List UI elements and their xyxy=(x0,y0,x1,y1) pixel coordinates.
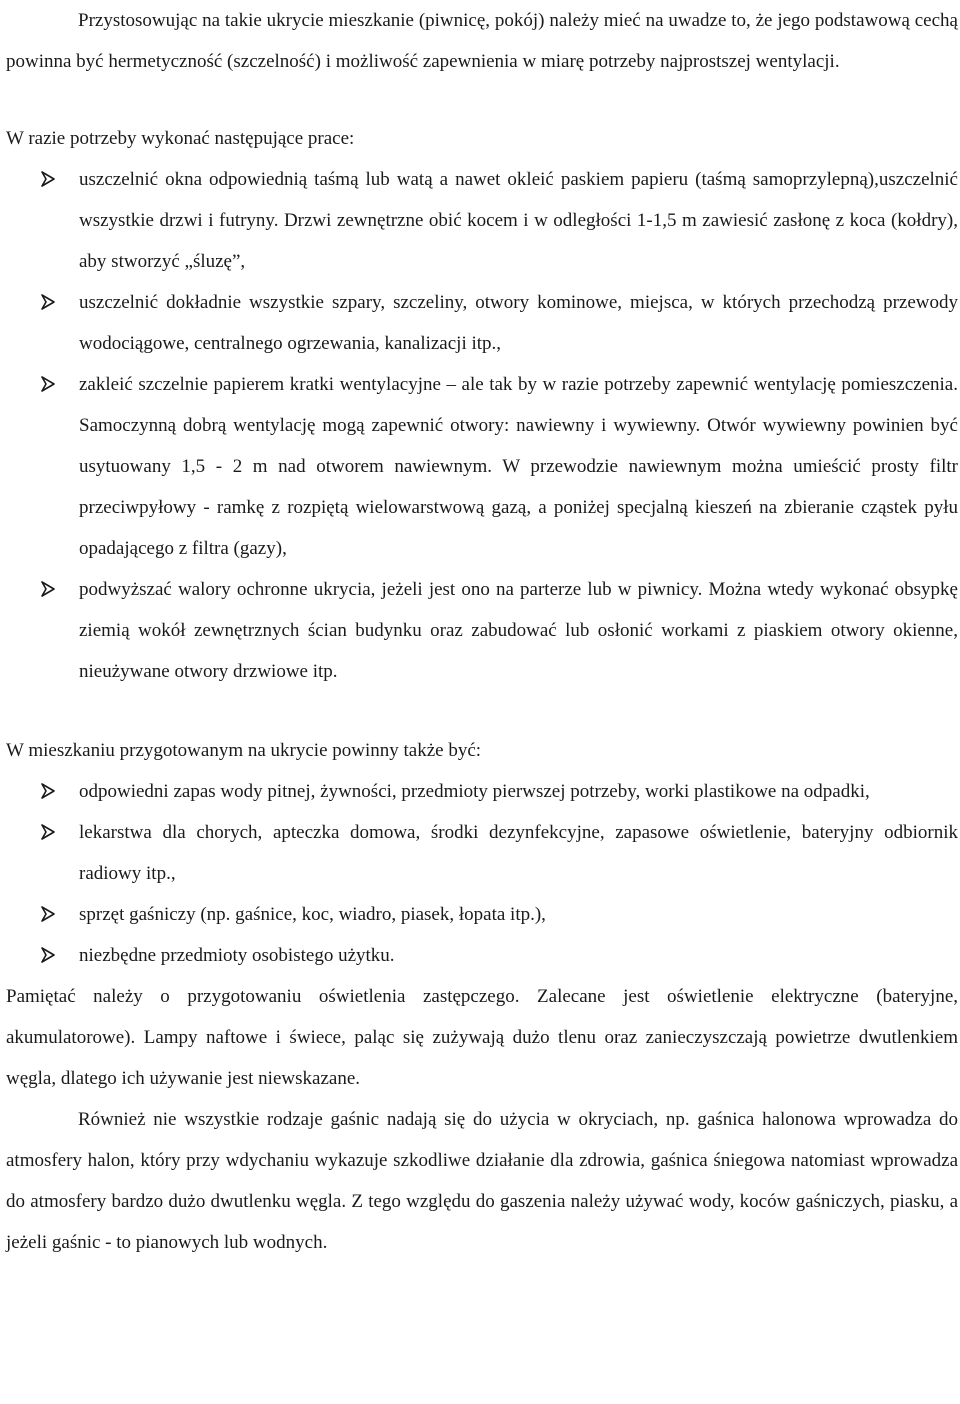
list-item xyxy=(6,159,958,282)
list-item-text: lekarstwa dla chorych, apteczka domowa, środki dezynfekcyjne, zapasowe oświetlenie, bateryjny odbiornik radiowy itp., xyxy=(79,822,958,884)
list-item xyxy=(6,812,958,894)
list-item xyxy=(6,569,958,692)
list-item xyxy=(6,771,958,812)
spacer xyxy=(6,82,958,118)
list-item-text: odpowiedni zapas wody pitnej, żywności, przedmioty pierwszej potrzeby, worki plastikowe na odpadki, xyxy=(79,781,870,802)
document-page xyxy=(6,0,958,1263)
arrowhead-bullet-icon xyxy=(40,824,56,840)
spacer xyxy=(6,692,958,730)
list-item xyxy=(6,894,958,935)
arrowhead-bullet-icon xyxy=(40,376,56,392)
list-item-text: sprzęt gaśniczy (np. gaśnice, koc, wiadro, piasek, łopata itp.), xyxy=(79,904,546,925)
arrowhead-bullet-icon xyxy=(40,906,56,922)
list-item-text: uszczelnić dokładnie wszystkie szpary, szczeliny, otwory kominowe, miejsca, w których przechodzą przewody wodociągowe, centralnego ogrzewania, kanalizacji itp., xyxy=(79,292,958,354)
list-item xyxy=(6,935,958,976)
work-list xyxy=(6,159,958,692)
list-item-text: podwyższać walory ochronne ukrycia, jeżeli jest ono na parterze lub w piwnicy. Można wtedy wykonać obsypkę ziemią wokół zewnętrznych ścian budynku oraz zabudować lub osłonić workami z piaskiem otwory okienne, nieużywane otwory drzwiowe itp. xyxy=(79,579,958,682)
supplies-list xyxy=(6,771,958,976)
arrowhead-bullet-icon xyxy=(40,783,56,799)
list-item-text: niezbędne przedmioty osobistego użytku. xyxy=(79,945,395,966)
arrowhead-bullet-icon xyxy=(40,581,56,597)
list-item xyxy=(6,364,958,569)
list-item-text: uszczelnić okna odpowiednią taśmą lub watą a nawet okleić paskiem papieru (taśmą samoprzylepną),uszczelnić wszystkie drzwi i futryny. Drzwi zewnętrzne obić kocem i w odległości 1-1,5 m zawiesić zasłonę z koca (kołdry), aby stworzyć „śluzę”, xyxy=(79,169,958,272)
intro-paragraph: Przystosowując na takie ukrycie mieszkanie (piwnicę, pokój) należy mieć na uwadze to, że jego podstawową cechą powinna być hermetyczność (szczelność) i możliwość zapewnienia w miarę potrzeby najprostszej wentylacji. xyxy=(6,10,958,72)
lighting-paragraph: Pamiętać należy o przygotowaniu oświetlenia zastępczego. Zalecane jest oświetlenie elektryczne (bateryjne, akumulatorowe). Lampy naftowe i świece, paląc się zużywają dużo tlenu oraz zanieczyszczają powietrze dwutlenkiem węgla, dlatego ich używanie jest niewskazane. xyxy=(6,986,958,1089)
supplies-heading: W mieszkaniu przygotowanym na ukrycie powinny także być: xyxy=(6,740,482,761)
list-item-text: zakleić szczelnie papierem kratki wentylacyjne – ale tak by w razie potrzeby zapewnić wentylację pomieszczenia. Samoczynną dobrą wentylację mogą zapewnić otwory: nawiewny i wywiewny. Otwór wywiewny powinien być usytuowany 1,5 - 2 m nad otworem nawiewnym. W przewodzie nawiewnym można umieścić prosty filtr przeciwpyłowy - ramkę z rozpiętą wielowarstwową gazą, a poniżej specjalną kieszeń na zbieranie cząstek pyłu opadającego z filtra (gazy), xyxy=(79,374,958,559)
list-item xyxy=(6,282,958,364)
work-heading: W razie potrzeby wykonać następujące prace: xyxy=(6,128,355,149)
arrowhead-bullet-icon xyxy=(40,947,56,963)
arrowhead-bullet-icon xyxy=(40,171,56,187)
extinguisher-paragraph: Również nie wszystkie rodzaje gaśnic nadają się do użycia w okryciach, np. gaśnica halonowa wprowadza do atmosfery halon, który przy wdychaniu wykazuje szkodliwe działanie dla zdrowia, gaśnica śniegowa natomiast wprowadza do atmosfery bardzo dużo dwutlenku węgla. Z tego względu do gaszenia należy używać wody, koców gaśniczych, piasku, a jeżeli gaśnic - to pianowych lub wodnych. xyxy=(6,1109,958,1253)
arrowhead-bullet-icon xyxy=(40,294,56,310)
